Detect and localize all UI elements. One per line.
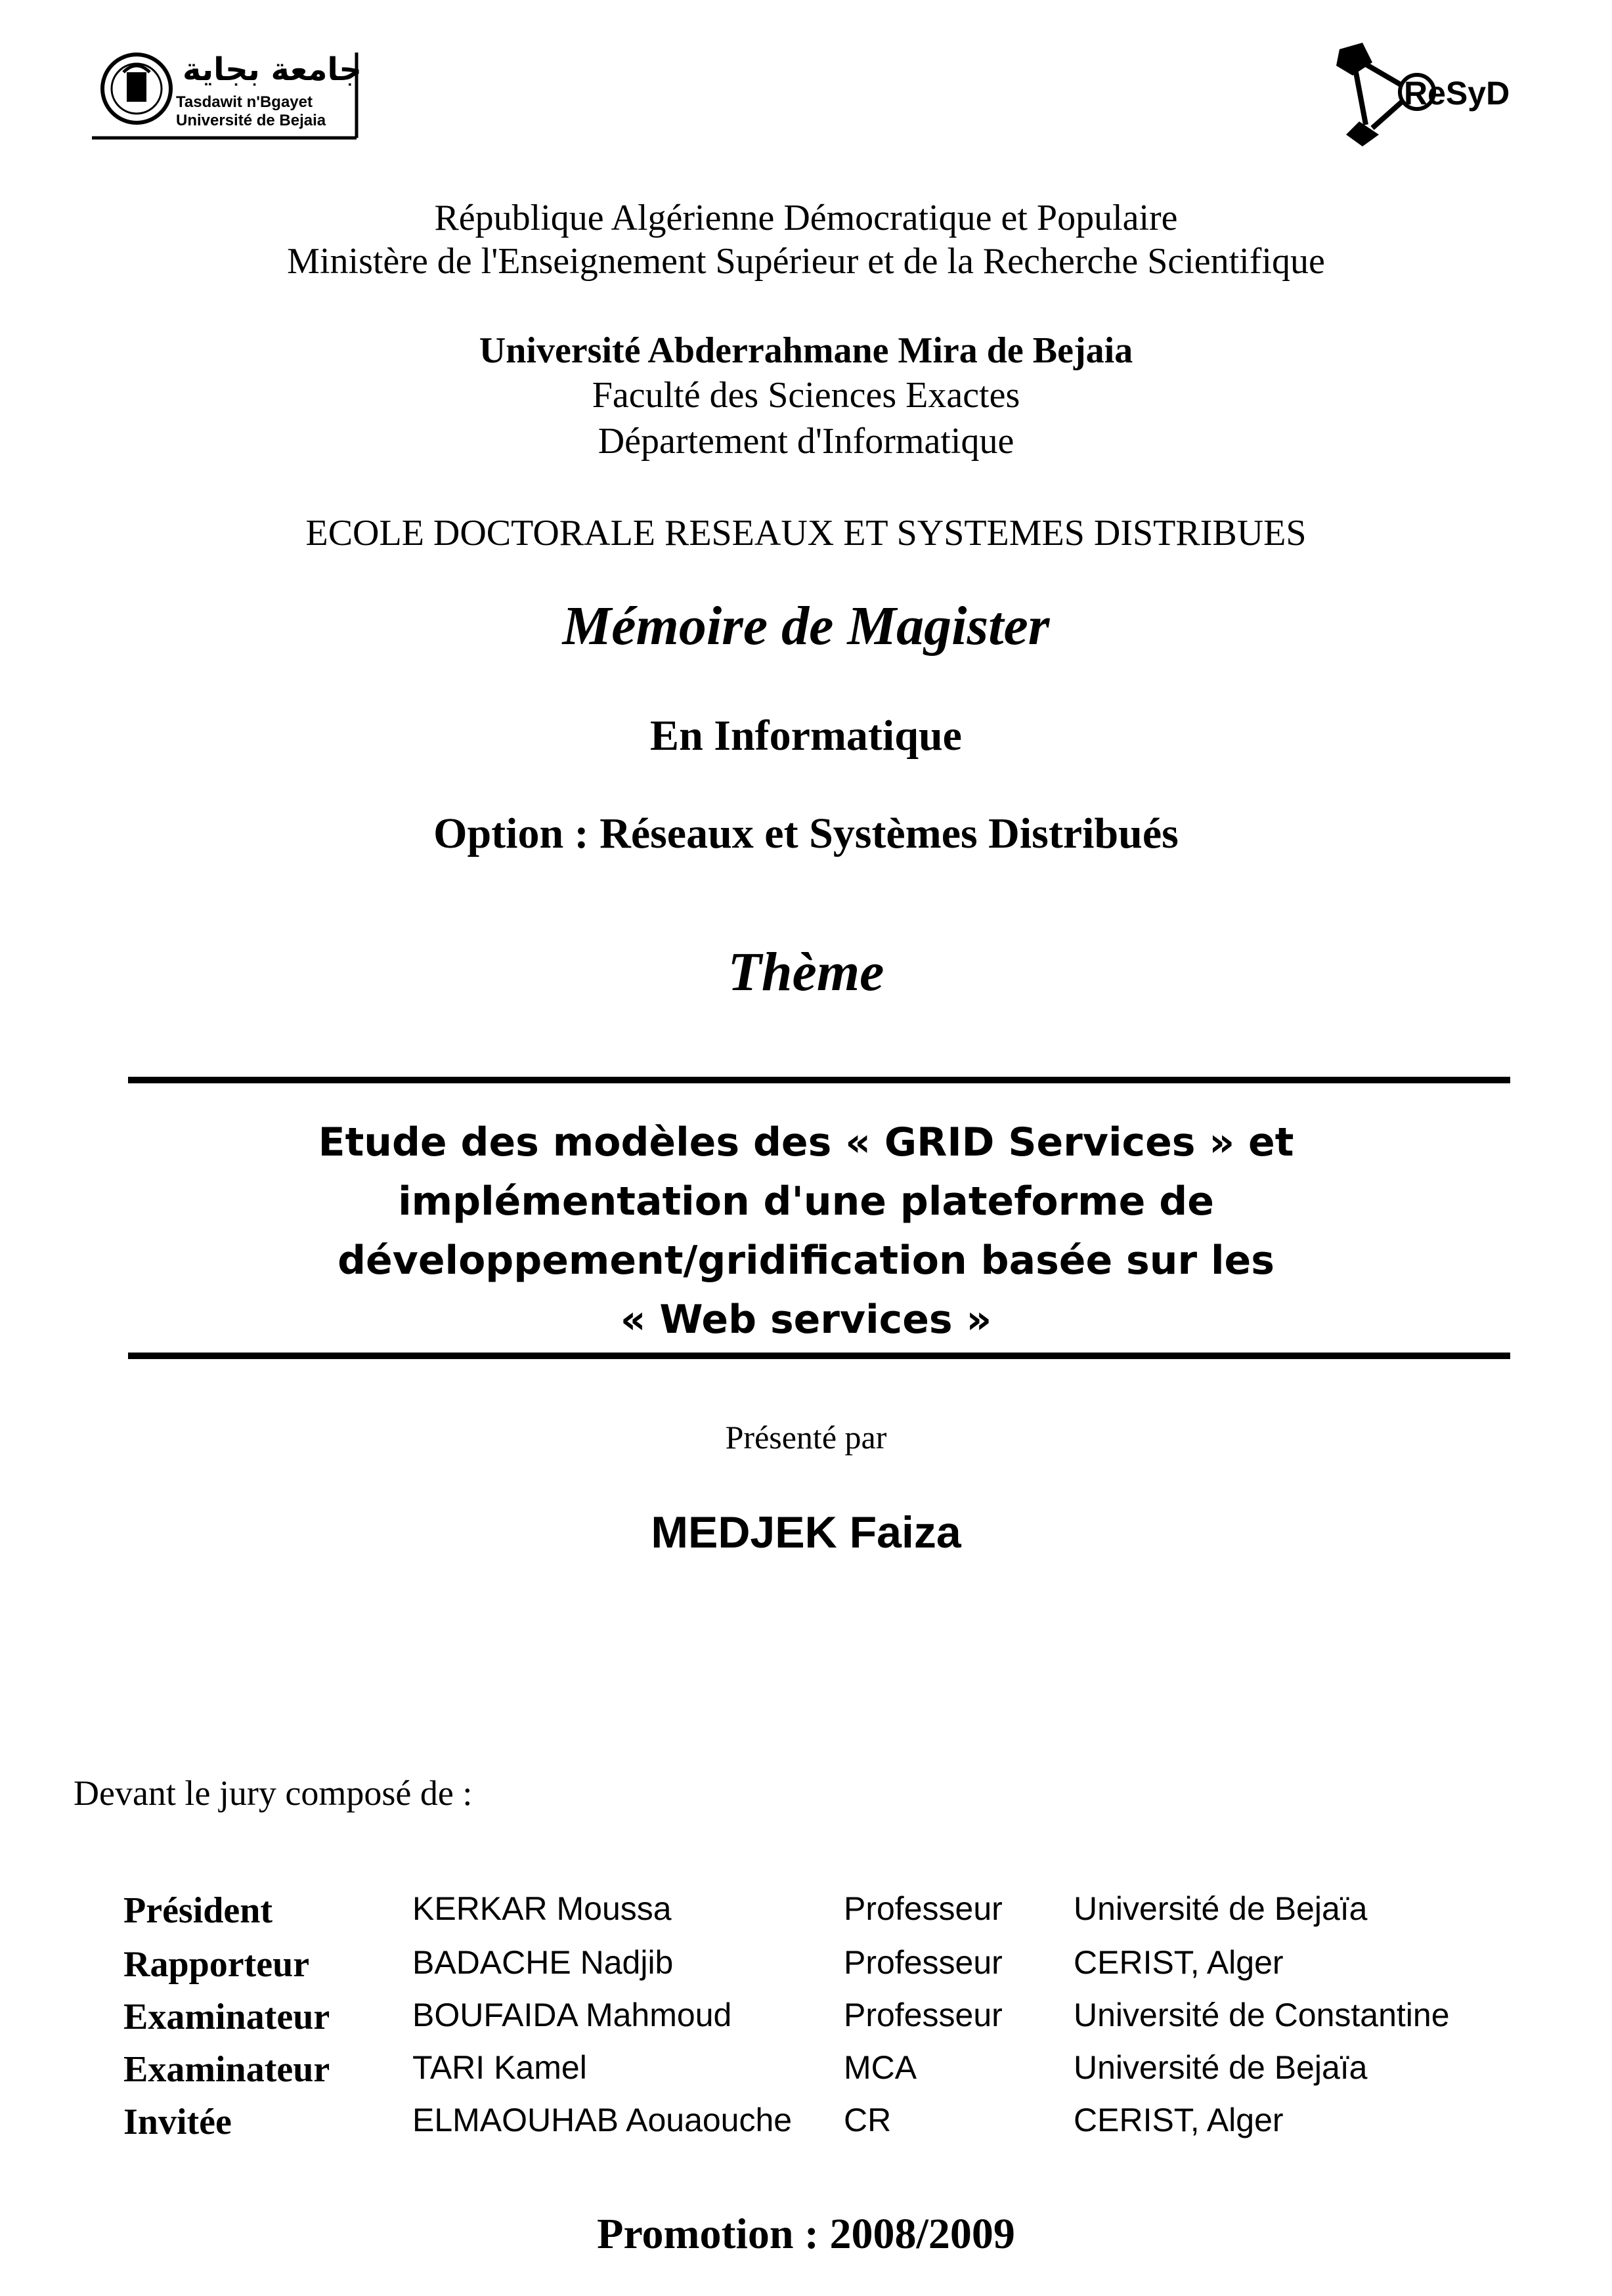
logo-line-2: Université de Bejaia [176, 112, 326, 129]
jury-row [0, 1943, 1612, 1996]
jury-row [0, 2101, 1612, 2154]
jury-name: TARI Kamel [412, 2049, 587, 2086]
jury-institution: Université de Constantine [1074, 1997, 1450, 2033]
thesis-type: Mémoire de Magister [562, 596, 1050, 657]
jury-grade: CR [844, 2102, 892, 2138]
jury-grade: Professeur [844, 1890, 1003, 1927]
thesis-title [0, 1113, 1612, 1349]
faculty-name: Faculté des Sciences Exactes [592, 375, 1020, 416]
author-name: MEDJEK Faiza [651, 1507, 961, 1557]
title-line-3: développement/gridification basée sur les [338, 1238, 1274, 1284]
jury-institution: Université de Bejaïa [1074, 1890, 1368, 1927]
title-line-4: « Web services » [620, 1297, 992, 1343]
jury-name: BADACHE Nadjib [412, 1944, 674, 1981]
jury-row [0, 2048, 1612, 2101]
university-logo [91, 46, 366, 144]
logo-arabic-text: جامعة بجاية [183, 51, 362, 88]
jury-name: KERKAR Moussa [412, 1890, 672, 1927]
jury-row [0, 1996, 1612, 2048]
jury-role: Examinateur [123, 2049, 330, 2090]
title-line-2: implémentation d'une plateforme de [398, 1179, 1214, 1224]
thesis-field: En Informatique [650, 712, 962, 760]
jury-institution: CERIST, Alger [1074, 1944, 1284, 1981]
jury-grade: MCA [844, 2049, 917, 2086]
jury-grade: Professeur [844, 1997, 1003, 2033]
jury-intro: Devant le jury composé de : [74, 1773, 473, 1813]
logo-line-1: Tasdawit n'Bgayet [176, 93, 313, 111]
jury-name: BOUFAIDA Mahmoud [412, 1997, 732, 2033]
thesis-option: Option : Réseaux et Systèmes Distribués [433, 810, 1179, 857]
university-name: Université Abderrahmane Mira de Bejaia [479, 330, 1133, 371]
resyd-logo-text: ReSyD [1404, 75, 1510, 112]
title-bottom-rule [128, 1353, 1510, 1359]
jury-row [0, 1890, 1612, 1942]
jury-role: Rapporteur [123, 1944, 310, 1985]
jury-institution: Université de Bejaïa [1074, 2049, 1368, 2086]
promotion: Promotion : 2008/2009 [597, 2210, 1015, 2258]
jury-grade: Professeur [844, 1944, 1003, 1981]
republic-line: République Algérienne Démocratique et Populaire [434, 198, 1178, 238]
jury-role: Examinateur [123, 1997, 330, 2037]
department-name: Département d'Informatique [598, 421, 1014, 462]
presented-by-label: Présenté par [725, 1419, 887, 1456]
ministry-line: Ministère de l'Enseignement Supérieur et de la Recherche Scientifique [287, 241, 1325, 282]
title-line-1: Etude des modèles des « GRID Services » et [318, 1119, 1294, 1165]
jury-name: ELMAOUHAB Aouaouche [412, 2102, 793, 2138]
jury-role: Invitée [123, 2102, 232, 2142]
doctoral-school: ECOLE DOCTORALE RESEAUX ET SYSTEMES DISTRIBUES [305, 513, 1307, 553]
jury-institution: CERIST, Alger [1074, 2102, 1284, 2138]
jury-role: Président [123, 1890, 273, 1931]
theme-label: Thème [728, 942, 884, 1003]
resyd-logo [1326, 36, 1523, 148]
title-top-rule [128, 1077, 1510, 1083]
